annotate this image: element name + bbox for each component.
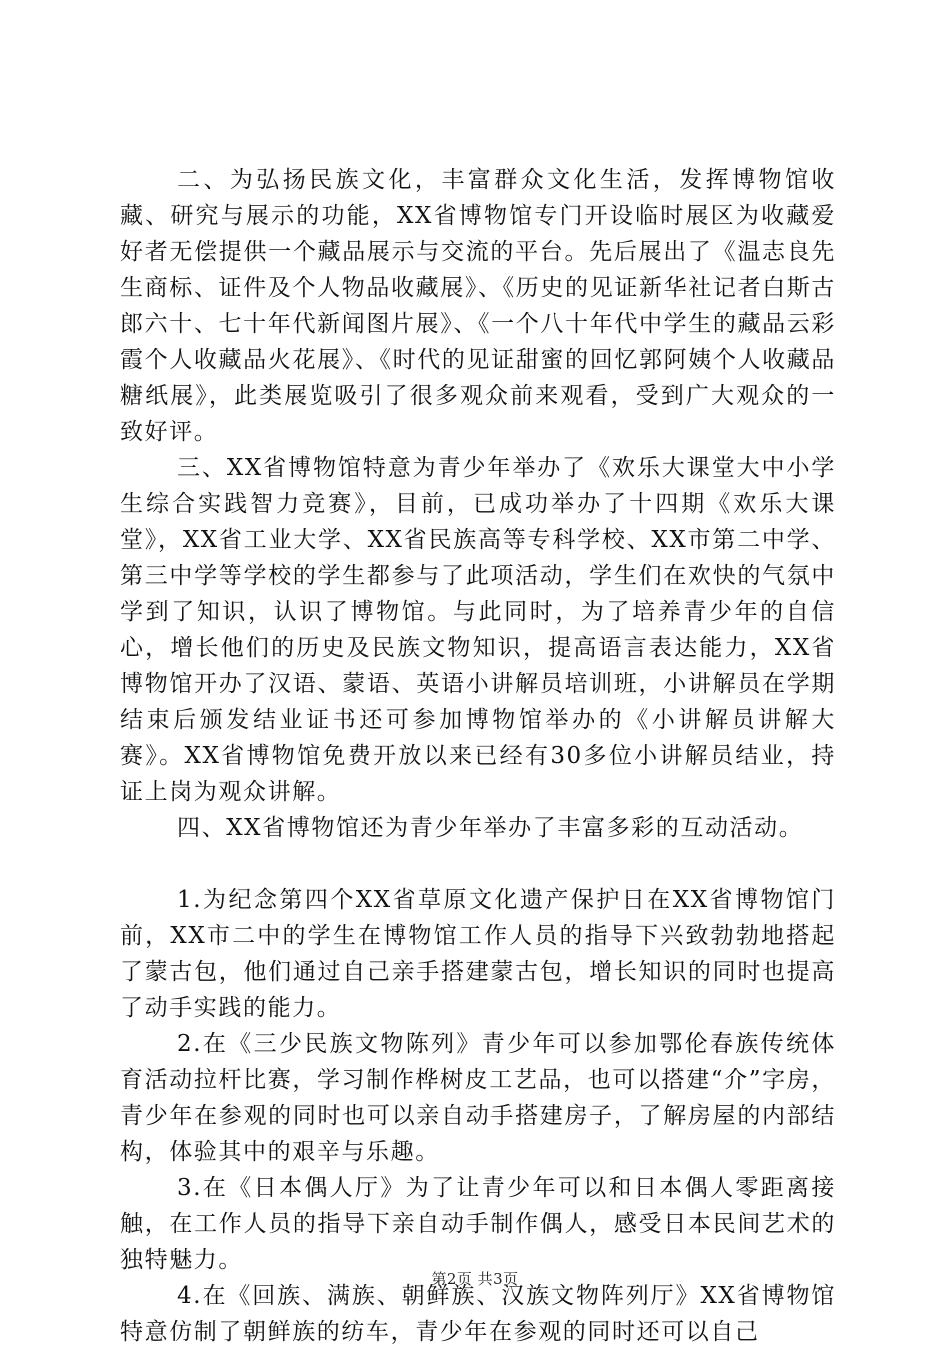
paragraph-spacer <box>120 846 836 882</box>
paragraph-interactive-activities-heading: 四、XX省博物馆还为青少年举办了丰富多彩的互动活动。 <box>177 815 804 841</box>
list-item-3: 3.在《日本偶人厅》为了让青少年可以和日本偶人零距离接触，在工作人员的指导下亲自动手制作偶人，感受日本民间艺术的独特魅力。 <box>120 1175 836 1273</box>
list-item-2: 2.在《三少民族文物陈列》青少年可以参加鄂伦春族传统体育活动拉杆比赛，学习制作桦树皮工艺品，也可以搭建“介”字房，青少年在参观的同时也可以亲自动手搭建房子，了解房屋的内部结构，体验其中的艰辛与乐趣。 <box>120 1031 836 1165</box>
page-footer: 第2页 共3页 <box>431 1270 519 1288</box>
document-body <box>120 162 836 1350</box>
paragraph-exhibitions: 二、为弘扬民族文化，丰富群众文化生活，发挥博物馆收藏、研究与展示的功能，XX省博物馆专门开设临时展区为收藏爱好者无偿提供一个藏品展示与交流的平台。先后展出了《温志良先生商标、证件及个人物品收藏展》、《历史的见证新华社记者白斯古郎六十、七十年代新闻图片展》、《一个八十年代中学生的藏品云彩霞个人收藏品火花展》、《时代的见证甜蜜的回忆郭阿姨个人收藏品糖纸展》，此类展览吸引了很多观众前来观看，受到广大观众的一致好评。 <box>120 167 836 445</box>
paragraph-youth-programs: 三、XX省博物馆特意为青少年举办了《欢乐大课堂大中小学生综合实践智力竞赛》，目前，已成功举办了十四期《欢乐大课堂》，XX省工业大学、XX省民族高等专科学校、XX市第二中学、第三中学等学校的学生都参与了此项活动，学生们在欢快的气氛中学到了知识，认识了博物馆。与此同时，为了培养青少年的自信心，增长他们的历史及民族文物知识，提高语言表达能力，XX省博物馆开办了汉语、蒙语、英语小讲解员培训班，小讲解员在学期结束后颁发结业证书还可参加博物馆举办的《小讲解员讲解大赛》。XX省博物馆免费开放以来已经有30多位小讲解员结业，持证上岗为观众讲解。 <box>120 455 836 805</box>
list-item-1: 1.为纪念第四个XX省草原文化遗产保护日在XX省博物馆门前，XX市二中的学生在博物馆工作人员的指导下兴致勃勃地搭起了蒙古包，他们通过自己亲手搭建蒙古包，增长知识的同时也提高了动手实践的能力。 <box>120 887 836 1021</box>
list-item-4: 4.在《回族、满族、朝鲜族、汉族文物阵列厅》XX省博物馆特意仿制了朝鲜族的纺车，青少年在参观的同时还可以自己 <box>120 1283 836 1345</box>
